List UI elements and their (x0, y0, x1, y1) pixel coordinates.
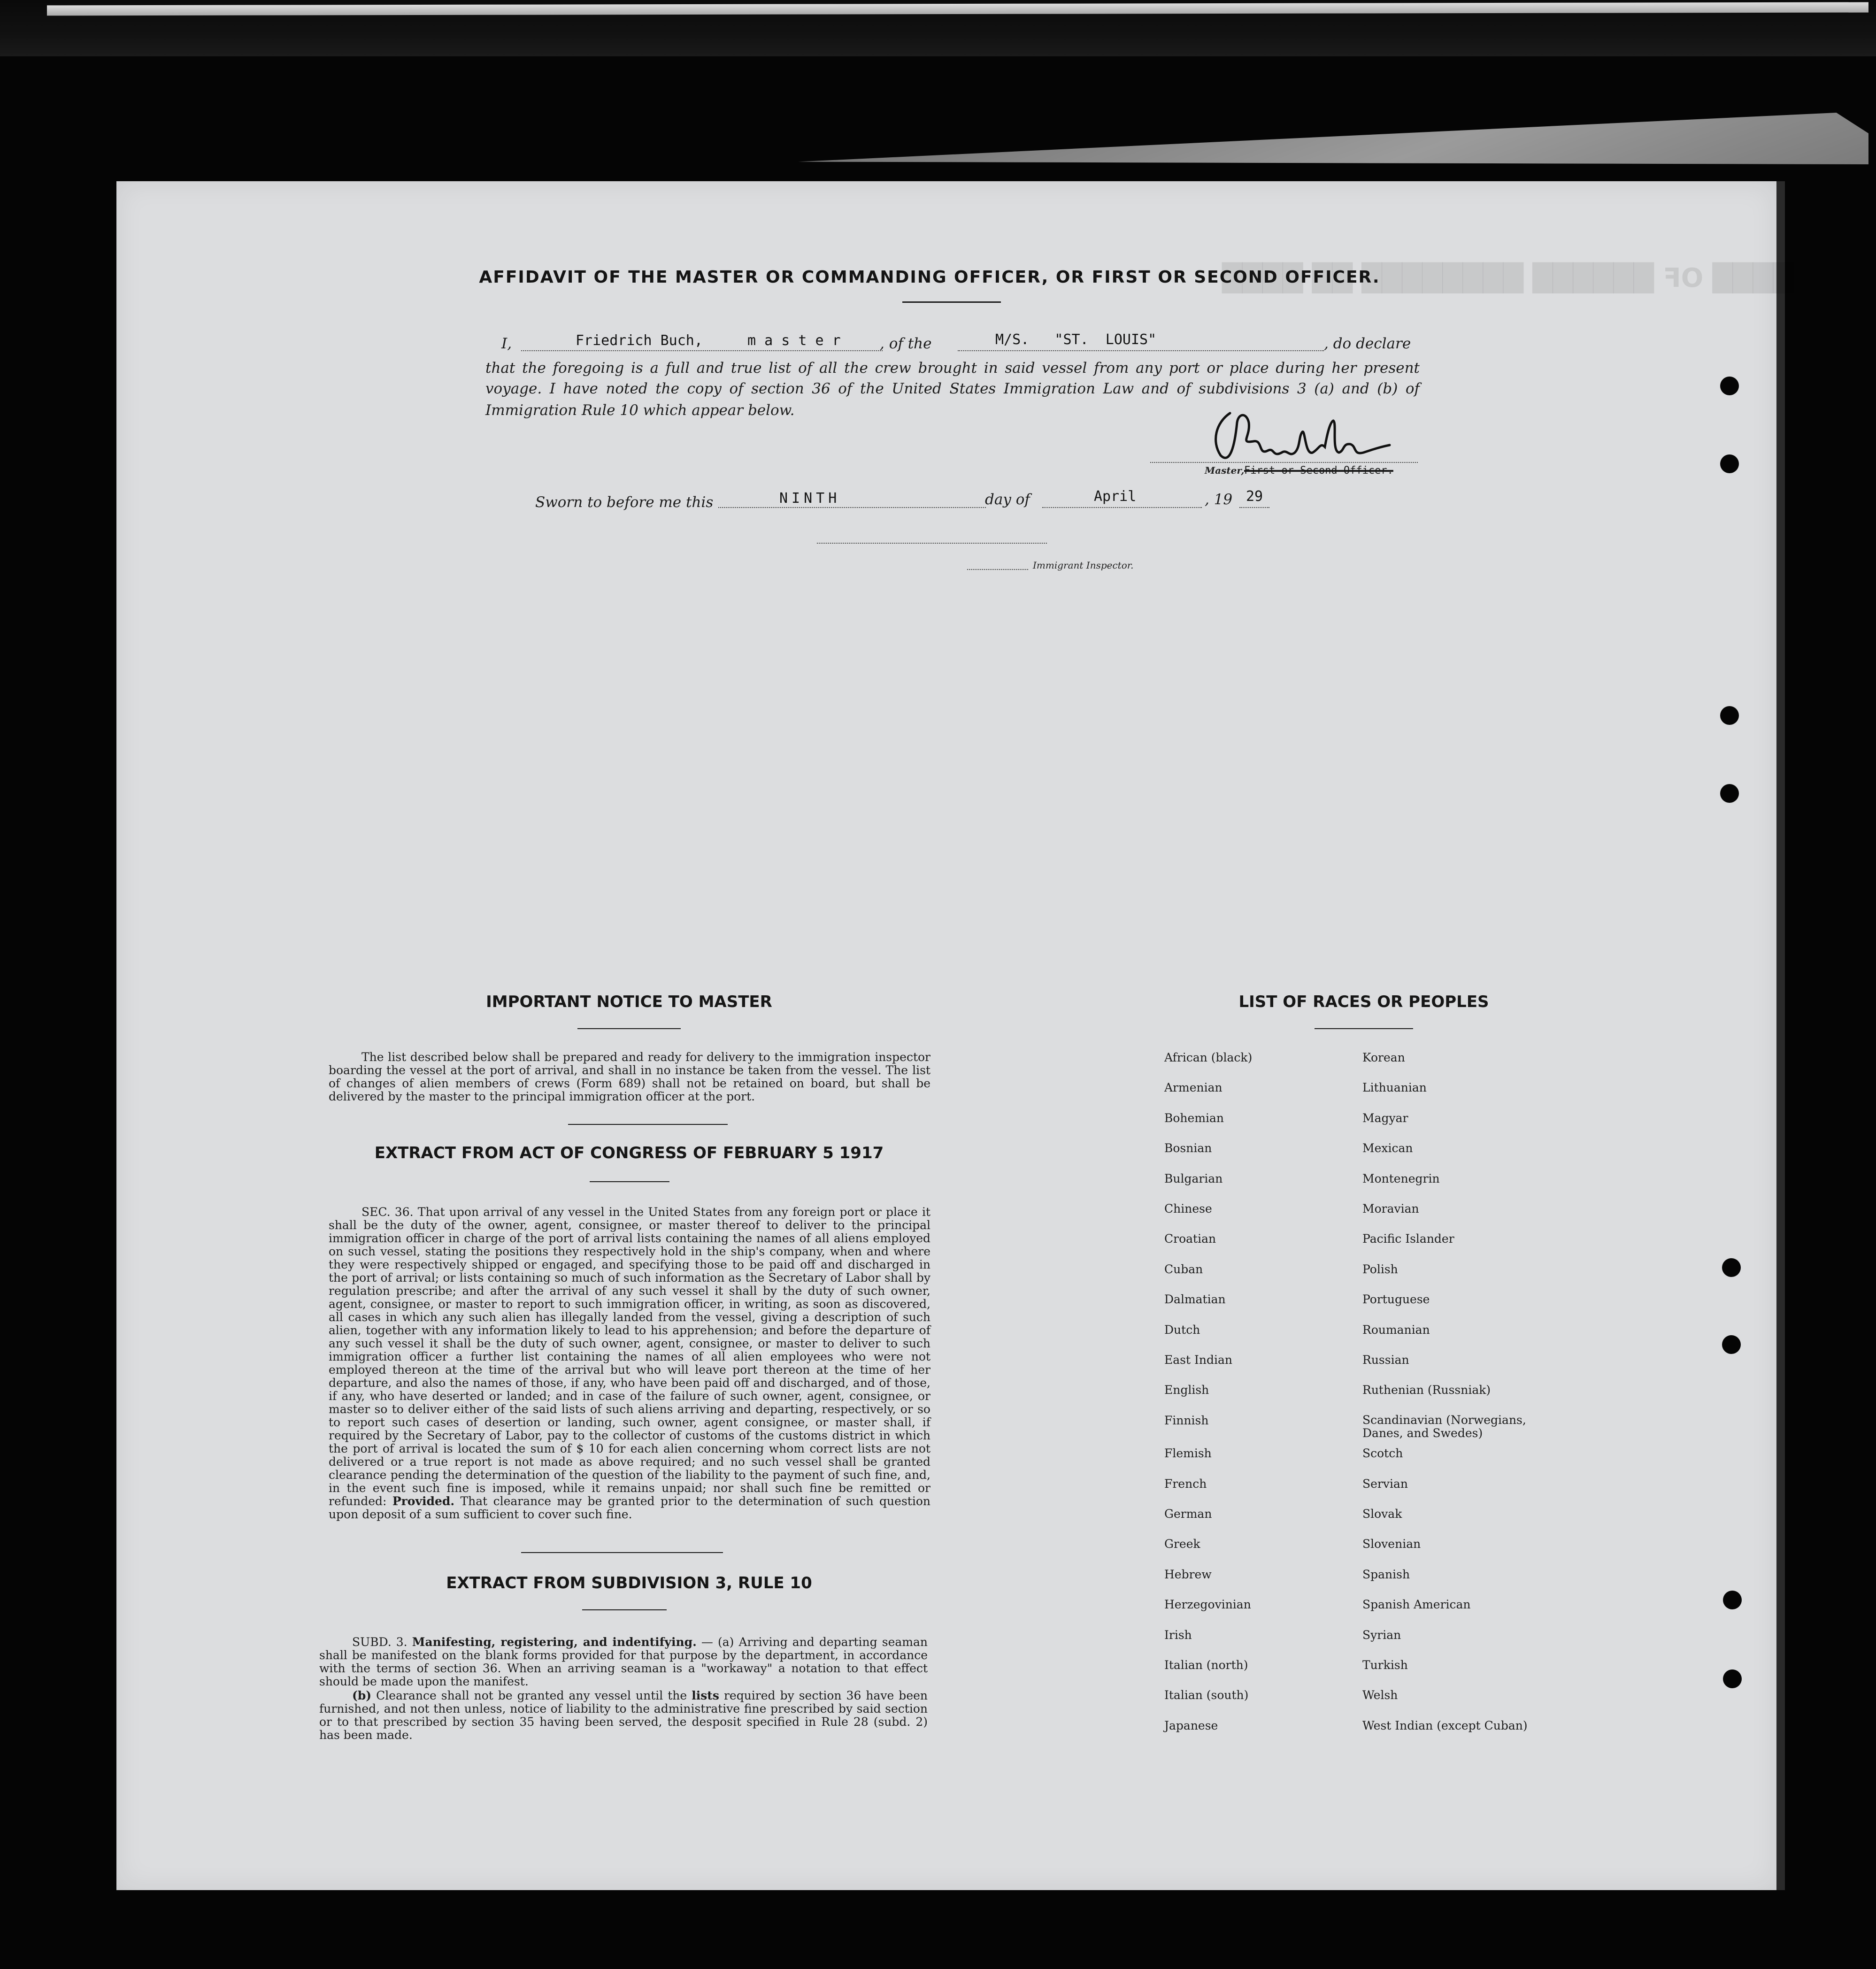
punch-hole (1723, 1669, 1742, 1688)
race-item: Hebrew (1164, 1568, 1212, 1581)
affidavit-i: I, (501, 335, 512, 352)
punch-hole (1722, 1335, 1741, 1354)
act-extract-underline (590, 1181, 669, 1182)
rule-subd-3b-text: (b) Clearance shall not be granted any vessel until the lists required by section 36 have been furnished, and not then unless, notice of liability to the administrative fine prescribed by said section or to that prescribed by section 35 having been served, the desposit specified in Rule 28 (subd. 2) has been made. (319, 1689, 928, 1742)
race-item: Slovenian (1362, 1537, 1421, 1551)
race-item: Pacific Islander (1362, 1232, 1454, 1246)
punch-hole (1720, 377, 1739, 395)
race-item: Servian (1362, 1477, 1408, 1491)
affidavit-line-2: that the foregoing is a full and true list of all the crew brought in said vessel from any port or place during her present (485, 360, 1420, 377)
divider (521, 1552, 723, 1553)
race-item: Bosnian (1164, 1141, 1212, 1155)
race-item: Chinese (1164, 1202, 1212, 1215)
race-item: Spanish (1362, 1568, 1410, 1581)
inspector-label-line (967, 569, 1028, 570)
race-item: Greek (1164, 1537, 1200, 1551)
race-item: Herzegovinian (1164, 1598, 1251, 1611)
act-section-36-text: SEC. 36. That upon arrival of any vessel in the United States from any foreign port or place it shall be the duty of the owner, agent, consignee, or master thereof to deliver to the principal immigration officer in charge of the port of arrival lists containing the names of all aliens employed on such vessel, stating the positions they respectively hold in the ship's company, when and where they were respectively shipped or engaged, and specifying those to be paid off and discharged in the port of arrival; or lists containing so much of such information as the Secretary of Labor shall by regulation prescribe; and after the arrival of any such vessel it shall by the duty of such owner, agent, consignee, or master to report to such immigration officer, in writing, as soon as discovered, all cases in which any such alien has illegally landed from the vessel, giving a description of such alien, together with any information likely to lead to his apprehension; and before the departure of any such vessel it shall be the duty of such owner, agent, consignee, or master to deliver to such immigration officer a further list containing the names of all alien employees who were not employed thereon at the time of the arrival but who will leave port thereon at the time of her departure, and also the names of those, if any, who have been paid off and discharged, and of those, if any, who have deserted or landed; and in case of the failure of such owner, agent, consignee, or master so to deliver either of the said lists of such aliens arriving and departing, respectively, or so to report such cases of desertion or landing, such owner, agent consignee, or master shall, if required by the Secretary of Labor, pay to the collector of customs of the customs district in which the port of arrival is located the sum of $ 10 for each alien concerning whom correct lists are not delivered or a true report is not made as above required; and no such vessel shall be granted clearance pending the determination of the question of the liability to the payment of such fine, and, in the event such fine is imposed, while it remains unpaid; nor shall such fine be remitted or refunded: Provided. That clearance may be granted prior to the determination of such question upon deposit of a sum sufficient to cover such fine. (329, 1205, 930, 1521)
signature-line (1150, 462, 1418, 463)
race-item: Portuguese (1362, 1292, 1430, 1306)
race-item: Russian (1362, 1353, 1409, 1367)
divider (568, 1124, 728, 1125)
punch-hole (1720, 454, 1739, 473)
race-item: Dutch (1164, 1323, 1200, 1337)
sworn-label: Sworn to before me this (535, 494, 714, 511)
sworn-day-line (718, 507, 986, 508)
page-edge-shadow (1776, 181, 1785, 1890)
race-item: African (black) (1164, 1051, 1253, 1064)
race-item: Roumanian (1362, 1323, 1430, 1337)
race-item: Montenegrin (1362, 1172, 1440, 1185)
sworn-month: April (1094, 488, 1137, 505)
punch-hole (1720, 706, 1739, 725)
title-underline (902, 301, 1001, 303)
race-item: Scotch (1362, 1446, 1403, 1460)
race-item: Magyar (1362, 1111, 1408, 1125)
master-name: Friedrich Buch, (576, 332, 703, 349)
race-item: Moravian (1362, 1202, 1419, 1215)
of-the-label: , of the (880, 335, 932, 352)
race-item: Spanish American (1362, 1598, 1471, 1611)
punch-hole (1722, 1258, 1741, 1277)
act-extract-title: EXTRACT FROM ACT OF CONGRESS OF FEBRUARY 5 1917 (374, 1144, 884, 1162)
day-of-label: day of (985, 491, 1030, 508)
race-item: French (1164, 1477, 1207, 1491)
sworn-year: 29 (1246, 488, 1263, 505)
race-item: German (1164, 1507, 1212, 1521)
inspector-signature-line (817, 543, 1047, 544)
race-item: Polish (1362, 1262, 1398, 1276)
race-item: Turkish (1362, 1658, 1408, 1672)
master-signature (1202, 404, 1399, 469)
races-title: LIST OF RACES OR PEOPLES (1238, 992, 1489, 1011)
race-item: Scandinavian (Norwegians, Danes, and Swedes) (1362, 1413, 1526, 1440)
master-rank: m a s t e r (747, 332, 841, 349)
punch-hole (1723, 1591, 1742, 1609)
race-item: Lithuanian (1362, 1081, 1427, 1094)
affidavit-line-3: voyage. I have noted the copy of section 36 of the United States Immigration Law and of subdivisions 3 (a) and (b) of (485, 380, 1420, 397)
race-item: Cuban (1164, 1262, 1203, 1276)
race-item: West Indian (except Cuban) (1362, 1719, 1528, 1732)
race-item: Armenian (1164, 1081, 1222, 1094)
race-item: Ruthenian (Russniak) (1362, 1383, 1491, 1397)
race-item: Irish (1164, 1628, 1192, 1642)
race-item: Italian (north) (1164, 1658, 1248, 1672)
race-item: Syrian (1362, 1628, 1401, 1642)
race-item: Slovak (1362, 1507, 1402, 1521)
affidavit-title: AFFIDAVIT OF THE MASTER OR COMMANDING OFFICER, OR FIRST OR SECOND OFFICER. (479, 268, 1380, 287)
races-underline (1315, 1028, 1413, 1029)
reverse-side-show-through: ████ OF ██████ ████████ ██ ████ (1222, 263, 1793, 293)
inspector-label: Immigrant Inspector. (1033, 560, 1134, 571)
year-prefix: , 19 (1205, 491, 1233, 508)
notice-title: IMPORTANT NOTICE TO MASTER (486, 992, 772, 1011)
sworn-month-line (1042, 507, 1202, 508)
race-item: Dalmatian (1164, 1292, 1226, 1306)
do-declare-label: , do declare (1324, 335, 1411, 352)
affidavit-line-4: Immigration Rule 10 which appear below. (485, 402, 795, 419)
sworn-year-line (1239, 507, 1269, 508)
struck-officer-caption: First or Second Officer. (1244, 465, 1393, 477)
notice-text: The list described below shall be prepared and ready for delivery to the immigration inspector boarding the vessel at the port of arrival, and shall in no instance be taken from the vessel. The list of changes of alien members of crews (Form 689) shall not be retained on board, but shall be delivered by the master to the principal immigration officer at the port. (329, 1050, 930, 1103)
rule-extract-title: EXTRACT FROM SUBDIVISION 3, RULE 10 (446, 1574, 812, 1592)
notice-underline (577, 1028, 681, 1029)
rule-extract-underline (582, 1609, 667, 1610)
name-fill-line (521, 350, 883, 351)
vessel-fill-line (958, 350, 1324, 351)
race-item: East Indian (1164, 1353, 1232, 1367)
race-item: Mexican (1362, 1141, 1413, 1155)
race-item: Finnish (1164, 1414, 1209, 1427)
sworn-day: NINTH (779, 490, 841, 507)
punch-hole (1720, 784, 1739, 803)
race-item: Bulgarian (1164, 1172, 1223, 1185)
race-item: Flemish (1164, 1446, 1212, 1460)
signature-caption: Master, (1205, 465, 1245, 476)
race-item: Japanese (1164, 1719, 1218, 1732)
race-item: Korean (1362, 1051, 1405, 1064)
race-item: English (1164, 1383, 1209, 1397)
rule-subd-3a-text: SUBD. 3. Manifesting, registering, and indentifying. — (a) Arriving and departing seaman shall be manifested on the blank forms provided for that purpose by the department, in accordance with the terms of section 36. When an arriving seaman is a "workaway" a notation to that effect should be made upon the manifest. (319, 1635, 928, 1688)
race-item: Bohemian (1164, 1111, 1224, 1125)
vessel-name: M/S. "ST. LOUIS" (995, 331, 1157, 348)
race-item: Italian (south) (1164, 1688, 1249, 1702)
race-item: Croatian (1164, 1232, 1216, 1246)
race-item: Welsh (1362, 1688, 1398, 1702)
document-page (116, 181, 1776, 1890)
underlying-sheet-edge (798, 113, 1868, 164)
